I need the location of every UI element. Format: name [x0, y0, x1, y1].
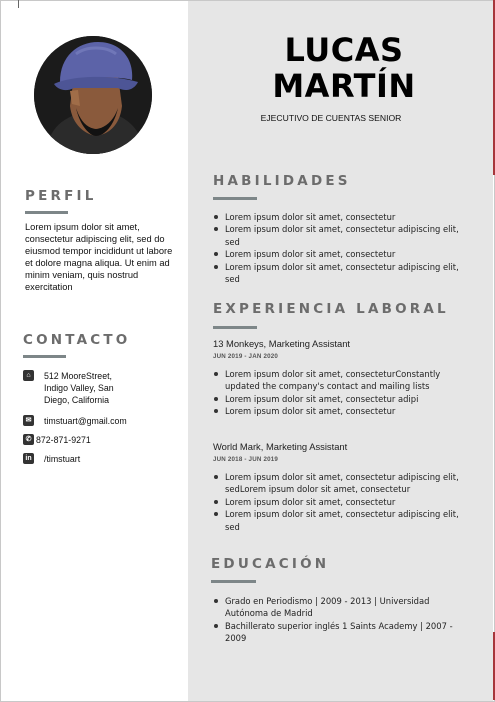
- candidate-name: [244, 32, 444, 104]
- job-2-list: [213, 471, 475, 533]
- contact-email: [23, 415, 173, 427]
- profile-underline: [25, 211, 68, 214]
- list-item: Lorem ipsum dolor sit amet, consecteturConstantly updated the company's contact and mailing lists: [213, 368, 475, 393]
- job-dates-2: JUN 2018 - JUN 2019: [213, 456, 279, 463]
- list-item: Lorem ipsum dolor sit amet, consectetur: [213, 248, 475, 260]
- job-dates-1: JUN 2019 - JAN 2020: [213, 353, 279, 360]
- profile-heading: PERFIL: [25, 188, 97, 204]
- avatar-illustration: [34, 36, 152, 154]
- corner-tick: [18, 0, 19, 8]
- education-list: [213, 595, 475, 645]
- education-heading: EDUCACIÓN: [211, 556, 330, 572]
- home-icon: ⌂: [23, 370, 34, 381]
- job-title-2: World Mark, Marketing Assistant: [213, 441, 348, 452]
- list-item: Lorem ipsum dolor sit amet, consectetur adipiscing elit, sed: [213, 508, 475, 533]
- contact-underline: [23, 355, 66, 358]
- avatar: [34, 36, 152, 154]
- list-item: Grado en Periodismo | 2009 - 2013 | Universidad Autónoma de Madrid: [213, 595, 475, 620]
- linkedin-icon: in: [23, 453, 34, 464]
- email-text[interactable]: timstuart@gmail.com: [44, 416, 127, 426]
- list-item: Lorem ipsum dolor sit amet, consectetur: [213, 496, 475, 508]
- job-1-list: [213, 368, 475, 418]
- contact-heading: CONTACTO: [23, 332, 131, 348]
- list-item: Lorem ipsum dolor sit amet, consectetur adipiscing elit, sed: [213, 261, 475, 286]
- phone-icon: ✆: [23, 434, 34, 445]
- list-item: Lorem ipsum dolor sit amet, consectetur adipi: [213, 393, 475, 405]
- education-underline: [211, 580, 256, 583]
- phone-text: 872-871-9271: [36, 435, 91, 445]
- contact-phone: [23, 434, 173, 446]
- list-item: Lorem ipsum dolor sit amet, consectetur: [213, 405, 475, 417]
- profile-text: Lorem ipsum dolor sit amet, consectetur adipiscing elit, sed do eiusmod tempor incididunt ut labore et dolore magna aliqua. Ut enim ad minim veniam, quis nostrud exercitation: [25, 222, 173, 292]
- list-item: Lorem ipsum dolor sit amet, consectetur: [213, 211, 475, 223]
- experience-underline: [213, 326, 257, 329]
- list-item: Lorem ipsum dolor sit amet, consectetur adipiscing elit, sedLorem ipsum dolor sit amet, consectetur: [213, 471, 475, 496]
- skills-heading: HABILIDADES: [213, 173, 351, 189]
- skills-list: [213, 211, 475, 285]
- name-line-1: LUCAS: [284, 31, 404, 69]
- email-icon: ✉: [23, 415, 34, 426]
- contact-linkedin: [23, 453, 173, 465]
- linkedin-text[interactable]: /timstuart: [44, 454, 81, 464]
- skills-underline: [213, 197, 257, 200]
- contact-address: [23, 370, 173, 406]
- list-item: Bachillerato superior inglés 1 Saints Academy | 2007 - 2009: [213, 620, 475, 645]
- address-line-3: Diego, California: [44, 395, 110, 405]
- experience-heading: EXPERIENCIA LABORAL: [213, 301, 449, 317]
- job-title-1: 13 Monkeys, Marketing Assistant: [213, 338, 351, 349]
- list-item: Lorem ipsum dolor sit amet, consectetur adipiscing elit, sed: [213, 223, 475, 248]
- address-line-1: 512 MooreStreet,: [44, 371, 112, 381]
- address-line-2: Indigo Valley, San: [44, 383, 114, 393]
- job-subtitle: EJECUTIVO DE CUENTAS SENIOR: [260, 113, 402, 123]
- name-line-2: MARTÍN: [272, 67, 416, 105]
